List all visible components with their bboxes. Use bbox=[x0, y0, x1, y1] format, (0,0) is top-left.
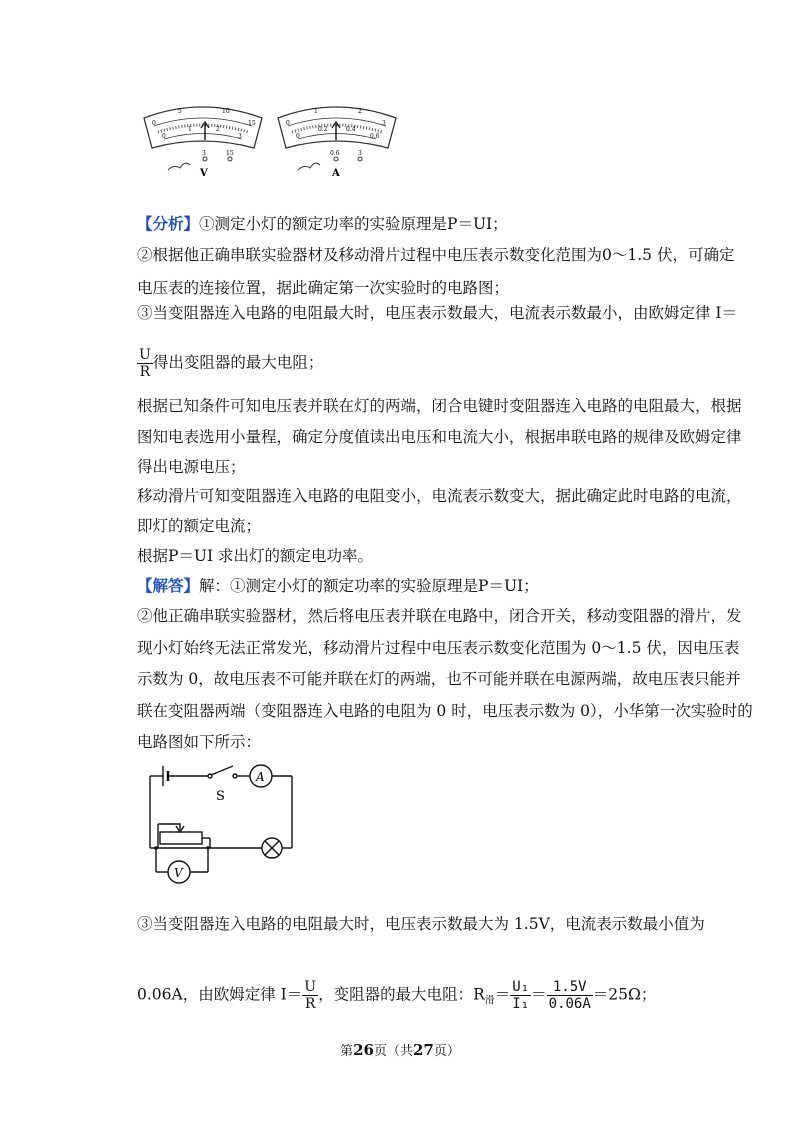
circuit-voltmeter-symbol: V bbox=[174, 866, 183, 880]
total-page-number: 27 bbox=[413, 1041, 434, 1059]
voltmeter-top-tick: 0 bbox=[152, 120, 156, 127]
analysis-line-9: 移动滑片可知变阻器连入电路的电阻变小，电流表示数变大，据此确定此时电路的电流， bbox=[137, 487, 742, 505]
voltmeter-dial bbox=[144, 107, 262, 179]
analysis-tag: 【分析】 bbox=[137, 214, 200, 233]
analysis-line-8: 得出电源电压； bbox=[137, 458, 246, 476]
ammeter-terminal-label: 3 bbox=[358, 150, 362, 157]
voltmeter-symbol: V bbox=[200, 168, 208, 179]
analysis-text: ①测定小灯的额定功率的实验原理是P＝UI； bbox=[199, 215, 508, 233]
voltmeter-bottom-tick: 2 bbox=[216, 126, 220, 133]
voltmeter-terminal-label: 3 bbox=[202, 150, 206, 157]
ammeter-bottom-tick: 0.4 bbox=[346, 126, 356, 133]
rheostat-body bbox=[160, 832, 202, 844]
circuit-diagram bbox=[140, 762, 300, 888]
answer-tag: 【解答】 bbox=[137, 576, 200, 595]
voltmeter-bottom-tick: 0 bbox=[162, 133, 166, 140]
ammeter-terminal-label: 0.6 bbox=[330, 150, 340, 157]
analysis-line-11: 根据P＝UI 求出灯的额定电功率。 bbox=[137, 547, 374, 565]
resistance-fraction-symbols: $\frac{\text{U₁}}{\text{I₁}}$ bbox=[512, 979, 530, 1012]
ammeter-bottom-tick: 0.6 bbox=[370, 133, 380, 140]
ammeter-top-tick: 2 bbox=[358, 108, 362, 115]
ammeter-dial bbox=[278, 107, 396, 179]
analysis-line-5: $\frac{U}{R}$ 得出变阻器的最大电阻； bbox=[139, 347, 324, 380]
ammeter-bottom-tick: 0 bbox=[296, 133, 300, 140]
switch-lever bbox=[211, 766, 233, 775]
answer-line-3: 现小灯始终无法正常发光，移动滑片过程中电压表示数变化范围为 0～1.5 伏，因电压表 bbox=[137, 639, 740, 657]
voltmeter-top-tick: 10 bbox=[222, 108, 230, 115]
analysis-line-2: ②根据他正确串联实验器材及移动滑片过程中电压表示数变化范围为0～1.5 伏，可确定 bbox=[137, 246, 735, 264]
voltmeter-bottom-tick: 1 bbox=[188, 126, 192, 133]
meters-figure bbox=[140, 98, 410, 184]
ammeter-top-tick: 0 bbox=[286, 120, 290, 127]
resistance-fraction-values: $\frac{1.5V}{0.06A}$ bbox=[548, 979, 591, 1012]
analysis-line-4: ③当变阻器连入电路的电阻最大时，电压表示数最大，电流表示数最小，由欧姆定律 I＝ bbox=[137, 304, 738, 322]
analysis-line-6: 根据已知条件可知电压表并联在灯的两端，闭合电键时变阻器连入电路的电阻最大，根据 bbox=[137, 397, 742, 415]
answer-line-5: 联在变阻器两端（变阻器连入电路的电阻为 0 时，电压表示数为 0），小华第一次实验时的 bbox=[137, 702, 753, 720]
switch-contact bbox=[233, 774, 237, 778]
voltmeter-top-tick: 5 bbox=[178, 108, 182, 115]
answer-line-1: 【解答】解：①测定小灯的额定功率的实验原理是P＝UI； bbox=[137, 576, 539, 595]
answer-line-4: 示数为 0，故电压表不可能并联在灯的两端，也不可能并联在电源两端，故电压表只能并 bbox=[137, 670, 741, 688]
analysis-line-1 bbox=[137, 213, 508, 235]
ohm-fraction: $\frac{U}{R}$ bbox=[304, 979, 317, 1012]
ammeter-top-tick: 1 bbox=[314, 108, 318, 115]
current-page-number: 26 bbox=[353, 1041, 374, 1059]
answer-line-6: 电路图如下所示： bbox=[137, 733, 262, 751]
switch-label: S bbox=[216, 789, 225, 804]
analysis-line-3: 电压表的连接位置，据此确定第一次实验时的电路图； bbox=[137, 279, 510, 297]
ohm-fraction: $\frac{U}{R}$ bbox=[139, 347, 151, 380]
voltmeter-top-tick: 15 bbox=[248, 120, 256, 127]
analysis-line-10: 即灯的额定电流； bbox=[137, 517, 262, 535]
voltmeter-bottom-tick: 3 bbox=[238, 133, 242, 140]
answer-line-8: 0.06A，由欧姆定律 I＝ $\frac{U}{R}$ ，变阻器的最大电阻：$R_滑=$ $\frac{\text{U₁}}{\text{I₁}}$ ＝ $\frac{1.5V}{0.06A}$ ＝25Ω； bbox=[137, 979, 657, 1012]
circuit-ammeter-symbol: A bbox=[256, 770, 265, 784]
page-footer: 第26页（共27页） bbox=[340, 1041, 460, 1059]
ammeter-symbol: A bbox=[332, 168, 340, 179]
ammeter-top-tick: 3 bbox=[382, 120, 386, 127]
voltmeter-terminal-label: 15 bbox=[226, 150, 234, 157]
answer-line-2: ②他正确串联实验器材，然后将电压表并联在电路中，闭合开关，移动变阻器的滑片，发 bbox=[137, 607, 742, 625]
answer-line-7: ③当变阻器连入电路的电阻最大时，电压表示数最大为 1.5V，电流表示数最小值为 bbox=[137, 915, 705, 933]
analysis-line-7: 图知电表选用小量程，确定分度值读出电压和电流大小，根据串联电路的规律及欧姆定律 bbox=[137, 428, 742, 446]
ammeter-bottom-tick: 0.2 bbox=[318, 126, 328, 133]
